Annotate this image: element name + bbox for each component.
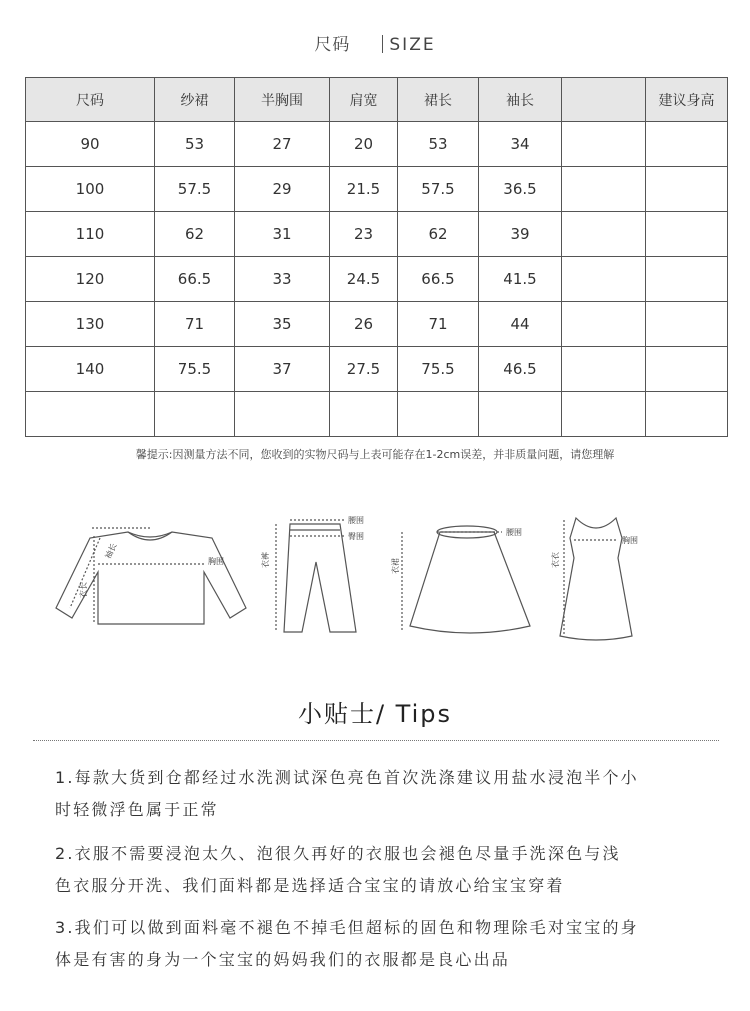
table-cell [646, 257, 728, 302]
shirt-neck-icon [128, 532, 172, 540]
table-cell: 130 [26, 302, 155, 347]
table-cell: 66.5 [155, 257, 235, 302]
table-cell [646, 347, 728, 392]
tips-title: 小贴士/ Tips [297, 700, 453, 728]
table-cell [26, 392, 155, 437]
table-cell [562, 167, 646, 212]
tip-line: 2.衣服不需要浸泡太久、泡很久再好的衣服也会褪色尽量手洗深色与浅 [55, 844, 621, 863]
shirt-outline-icon [56, 532, 246, 624]
table-cell [235, 392, 330, 437]
size-chart-table [25, 77, 728, 437]
tip-item [55, 762, 705, 826]
table-cell [646, 302, 728, 347]
table-cell: 57.5 [155, 167, 235, 212]
table-cell: 120 [26, 257, 155, 302]
table-cell: 37 [235, 347, 330, 392]
header-cell: 半胸围 [235, 78, 330, 122]
pants-diagram [260, 516, 364, 632]
table-cell: 62 [155, 212, 235, 257]
table-header-row [26, 78, 728, 122]
table-cell: 34 [479, 122, 562, 167]
dress-chest-label: 胸围 [622, 536, 638, 545]
table-cell [562, 122, 646, 167]
header-cell: 肩宽 [330, 78, 398, 122]
table-row [26, 347, 728, 392]
table-cell [646, 392, 728, 437]
skirt-diagram [390, 526, 530, 633]
table-cell: 20 [330, 122, 398, 167]
table-row [26, 392, 728, 437]
table-cell: 23 [330, 212, 398, 257]
table-cell [562, 302, 646, 347]
table-cell: 75.5 [155, 347, 235, 392]
header-cell: 裙长 [398, 78, 479, 122]
dotted-divider [33, 740, 719, 741]
table-cell: 27 [235, 122, 330, 167]
pants-outline-icon [284, 524, 356, 632]
table-cell: 36.5 [479, 167, 562, 212]
table-cell [155, 392, 235, 437]
header-cell: 建议身高 [646, 78, 728, 122]
table-row [26, 212, 728, 257]
skirt-waist-label: 腰围 [506, 528, 522, 537]
sleeve-label: 袖长 [103, 541, 119, 561]
skirt-length-label: 衣裙 [391, 558, 400, 574]
header-cell [562, 78, 646, 122]
header-cell: 袖长 [479, 78, 562, 122]
table-cell [562, 392, 646, 437]
table-cell: 110 [26, 212, 155, 257]
table-cell [330, 392, 398, 437]
table-row [26, 302, 728, 347]
table-cell: 31 [235, 212, 330, 257]
table-cell [646, 167, 728, 212]
table-cell [562, 257, 646, 302]
garment-illustrations [0, 508, 750, 648]
table-cell [646, 212, 728, 257]
table-cell [646, 122, 728, 167]
table-cell [398, 392, 479, 437]
tip-line: 3.我们可以做到面料毫不褪色不掉毛但超标的固色和物理除毛对宝宝的身 [55, 918, 639, 937]
tip-item [55, 838, 705, 902]
table-cell: 27.5 [330, 347, 398, 392]
header-cell: 尺码 [26, 78, 155, 122]
dress-diagram [550, 518, 638, 640]
table-cell [479, 392, 562, 437]
pants-hip-label: 臀围 [348, 532, 364, 541]
table-cell: 100 [26, 167, 155, 212]
size-title-cn: 尺码 [314, 35, 351, 55]
title-divider [382, 35, 383, 53]
table-cell: 46.5 [479, 347, 562, 392]
tip-line: 1.每款大货到仓都经过水洗测试深色亮色首次洗涤建议用盐水浸泡半个小 [55, 768, 639, 787]
table-cell: 26 [330, 302, 398, 347]
table-cell: 71 [398, 302, 479, 347]
measurement-note: 馨提示:因测量方法不同，您收到的实物尺码与上表可能存在1-2cm误差，并非质量问题，请您理解 [135, 448, 615, 461]
table-cell [562, 212, 646, 257]
tip-line: 色衣服分开洗、我们面料都是选择适合宝宝的请放心给宝宝穿着 [55, 876, 565, 895]
dress-length-label: 衣衣 [551, 552, 560, 568]
table-row [26, 257, 728, 302]
pants-length-label: 衣裤 [261, 552, 270, 568]
table-cell: 29 [235, 167, 330, 212]
measurement-diagrams [0, 508, 750, 648]
header-cell: 纱裙 [155, 78, 235, 122]
pants-waist-label: 腰围 [348, 516, 364, 525]
size-title-en: SIZE [389, 35, 436, 55]
table-cell: 35 [235, 302, 330, 347]
table-cell: 21.5 [330, 167, 398, 212]
table-cell: 39 [479, 212, 562, 257]
table-cell: 53 [398, 122, 479, 167]
table-cell: 90 [26, 122, 155, 167]
tip-item [55, 912, 705, 976]
size-title [0, 30, 750, 55]
table-cell: 41.5 [479, 257, 562, 302]
table-cell: 75.5 [398, 347, 479, 392]
table-cell: 71 [155, 302, 235, 347]
tip-line: 体是有害的身为一个宝宝的妈妈我们的衣服都是良心出品 [55, 950, 511, 969]
length-label: 衣长 [79, 582, 88, 598]
chest-label: 胸围 [208, 557, 224, 566]
shirt-diagram [56, 528, 246, 624]
table-cell: 53 [155, 122, 235, 167]
table-cell: 24.5 [330, 257, 398, 302]
table-cell: 33 [235, 257, 330, 302]
tip-line: 时轻微浮色属于正常 [55, 800, 219, 819]
table-cell: 66.5 [398, 257, 479, 302]
skirt-outline-icon [410, 532, 530, 633]
table-cell [562, 347, 646, 392]
table-row [26, 167, 728, 212]
table-cell: 44 [479, 302, 562, 347]
table-cell: 62 [398, 212, 479, 257]
table-cell: 140 [26, 347, 155, 392]
table-row [26, 122, 728, 167]
table-cell: 57.5 [398, 167, 479, 212]
